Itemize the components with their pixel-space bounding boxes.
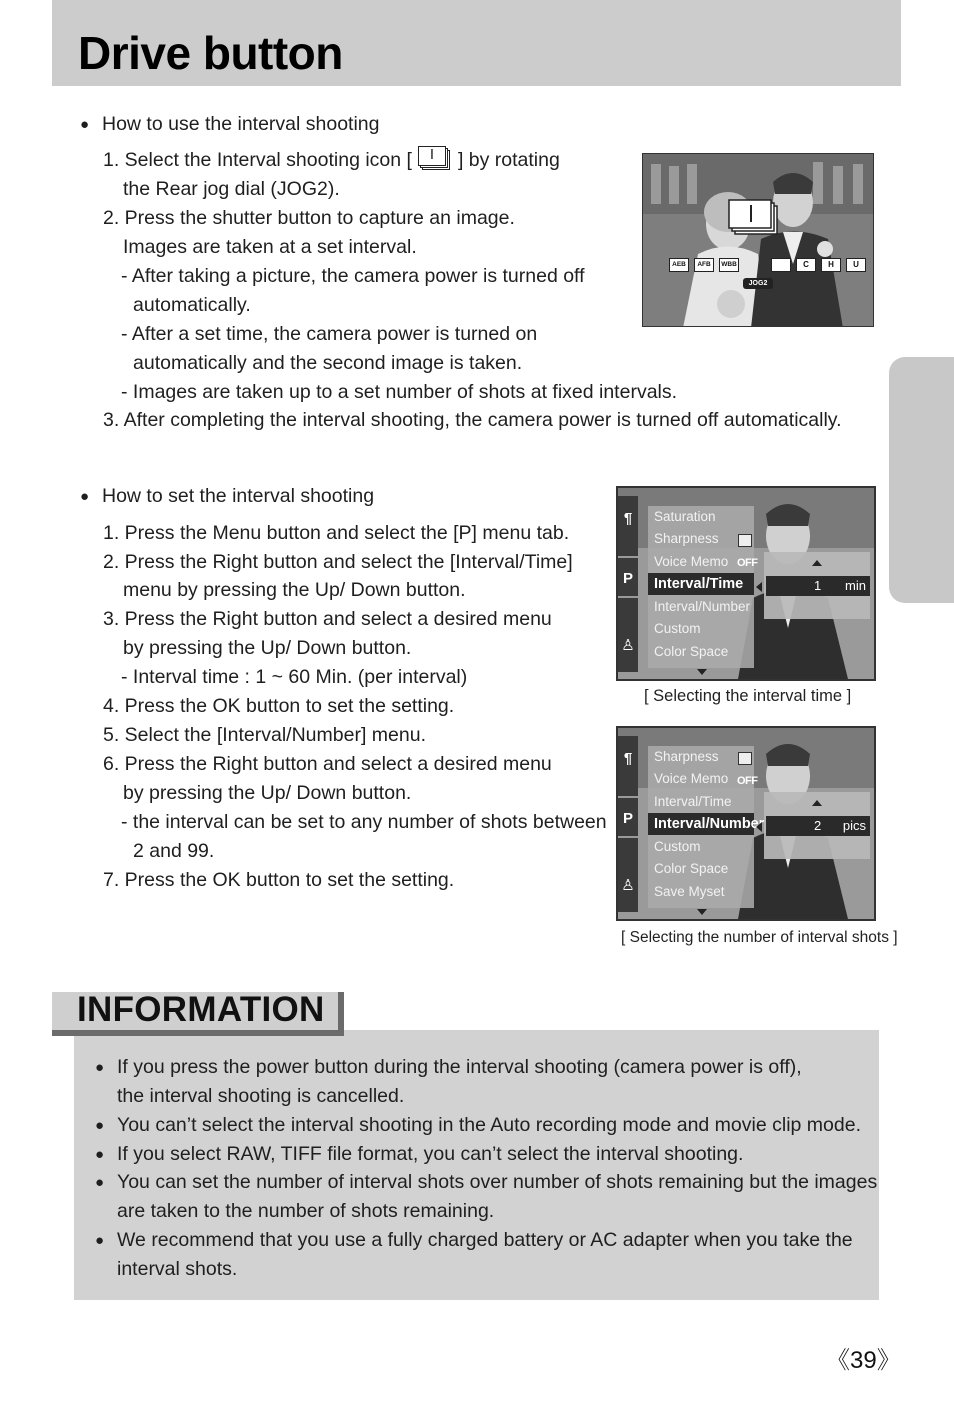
voice-memo-off-label: OFF — [737, 775, 758, 787]
menu-item-saturation[interactable]: Saturation — [654, 509, 716, 524]
info-item: ● If you select RAW, TIFF file format, you can’t select the interval shooting. — [95, 1140, 743, 1169]
interval-shooting-icon: I — [418, 148, 452, 170]
section2-line: 2. Press the Right button and select the [Interval/Time] — [103, 551, 573, 573]
menu-item-voice-memo[interactable]: Voice Memo — [654, 771, 729, 786]
camera-screen-interval-time — [616, 486, 876, 681]
page-title: Drive button — [78, 27, 343, 79]
user-tab-icon: ♙ — [621, 637, 635, 654]
custom-c-icon: C — [796, 258, 816, 272]
interval-number-value[interactable] — [766, 816, 870, 836]
sharpness-icon — [738, 752, 752, 765]
section1-heading: ● How to use the interval shooting — [80, 110, 380, 139]
interval-time-value[interactable] — [766, 576, 870, 596]
section1-line: - After taking a picture, the camera power is turned off — [121, 265, 585, 287]
info-item-continued: interval shots. — [117, 1258, 238, 1280]
menu-item-voice-memo[interactable]: Voice Memo — [654, 554, 729, 569]
interval-time-number: 1 — [814, 578, 822, 593]
menu-item-interval-number[interactable]: Interval/Number — [654, 599, 751, 614]
up-arrow-icon — [812, 800, 822, 806]
section1-line: automatically. — [133, 294, 251, 316]
menu-item-save-myset[interactable]: Save Myset — [654, 884, 725, 899]
menu-item-sharpness[interactable]: Sharpness — [654, 749, 719, 764]
section2-line: - the interval can be set to any number of shots between — [121, 811, 607, 833]
menu-item-interval-time[interactable]: Interval/Time — [654, 794, 732, 809]
side-tab — [889, 357, 954, 603]
down-arrow-icon — [697, 669, 707, 675]
setup-tab-icon: ¶ — [623, 510, 633, 527]
camera-screen-interval-number — [616, 726, 876, 921]
p-tab[interactable]: P — [618, 556, 638, 598]
section2-line: 4. Press the OK button to set the setting. — [103, 695, 455, 717]
interval-time-unit: min — [845, 578, 866, 593]
menu-item-sharpness[interactable]: Sharpness — [654, 531, 719, 546]
aeb-icon: AEB — [669, 258, 689, 272]
custom-u-icon: U — [846, 258, 866, 272]
drive-icon-strip — [669, 258, 869, 276]
user-tab-icon: ♙ — [621, 877, 635, 894]
section2-line: 1. Press the Menu button and select the [P] menu tab. — [103, 522, 570, 544]
section1-line: - After a set time, the camera power is turned on — [121, 323, 538, 345]
section1-line-text: ] by rotating — [457, 149, 560, 171]
menu-item-custom[interactable]: Custom — [654, 839, 701, 854]
section2-line: 7. Press the OK button to set the setting. — [103, 869, 455, 891]
menu-item-interval-number[interactable]: Interval/Number — [648, 813, 754, 835]
section2-line: 3. Press the Right button and select a desired menu — [103, 608, 552, 630]
afb-icon: AFB — [694, 258, 714, 272]
section1-line: the Rear jog dial (JOG2). — [123, 178, 340, 200]
screen1-caption: [ Selecting the interval time ] — [644, 687, 852, 705]
setup-tab-icon: ¶ — [623, 750, 633, 767]
section1-line: 3. After completing the interval shooting, the camera power is turned off automatically. — [103, 409, 842, 431]
up-arrow-icon — [812, 560, 822, 566]
interval-number-count: 2 — [814, 818, 822, 833]
section2-line: - Interval time : 1 ~ 60 Min. (per interval) — [121, 666, 468, 688]
interval-number-unit: pics — [842, 818, 866, 833]
voice-memo-off-label: OFF — [737, 557, 758, 569]
section1-line — [103, 146, 560, 175]
section1-line: - Images are taken up to a set number of shots at fixed intervals. — [121, 381, 678, 403]
section1-line-text: 1. Select the Interval shooting icon [ — [103, 149, 412, 171]
section2-line: menu by pressing the Up/ Down button. — [123, 579, 466, 601]
blank-icon — [771, 258, 791, 272]
section2-line: by pressing the Up/ Down button. — [123, 782, 412, 804]
page-number: 《39》 — [826, 1347, 901, 1374]
info-item: ● You can’t select the interval shooting in the Auto recording mode and movie clip mode. — [95, 1111, 861, 1140]
menu-item-color-space[interactable]: Color Space — [654, 644, 729, 659]
info-item-continued: the interval shooting is cancelled. — [117, 1085, 405, 1107]
info-item: ● We recommend that you use a fully charged battery or AC adapter when you take the — [95, 1226, 853, 1255]
menu-item-color-space[interactable]: Color Space — [654, 861, 729, 876]
info-item: ● If you press the power button during the interval shooting (camera power is off), — [95, 1053, 802, 1082]
wbb-icon: WBB — [719, 258, 739, 272]
p-tab[interactable]: P — [618, 796, 638, 838]
section1-line: Images are taken at a set interval. — [123, 236, 417, 258]
menu-item-interval-time[interactable]: Interval/Time — [648, 573, 754, 595]
left-arrow-icon — [756, 822, 762, 832]
sharpness-icon — [738, 534, 752, 547]
screen2-caption: [ Selecting the number of interval shots ] — [621, 929, 898, 946]
info-item: ● You can set the number of interval shots over number of shots remaining but the images — [95, 1168, 877, 1197]
section2-line: 5. Select the [Interval/Number] menu. — [103, 724, 426, 746]
menu-item-custom[interactable]: Custom — [654, 621, 701, 636]
section2-line: 6. Press the Right button and select a desired menu — [103, 753, 552, 775]
section2-line: 2 and 99. — [133, 840, 215, 862]
jog2-label: JOG2 — [743, 278, 773, 289]
wedding-photo — [642, 153, 874, 327]
info-item-continued: are taken to the number of shots remaining. — [117, 1200, 495, 1222]
down-arrow-icon — [697, 909, 707, 915]
information-title: INFORMATION — [77, 990, 325, 1029]
section2-heading: ● How to set the interval shooting — [80, 482, 374, 511]
section2-line: by pressing the Up/ Down button. — [123, 637, 412, 659]
section1-line: 2. Press the shutter button to capture an image. — [103, 207, 515, 229]
section1-line: automatically and the second image is taken. — [133, 352, 523, 374]
custom-h-icon: H — [821, 258, 841, 272]
left-arrow-icon — [756, 582, 762, 592]
